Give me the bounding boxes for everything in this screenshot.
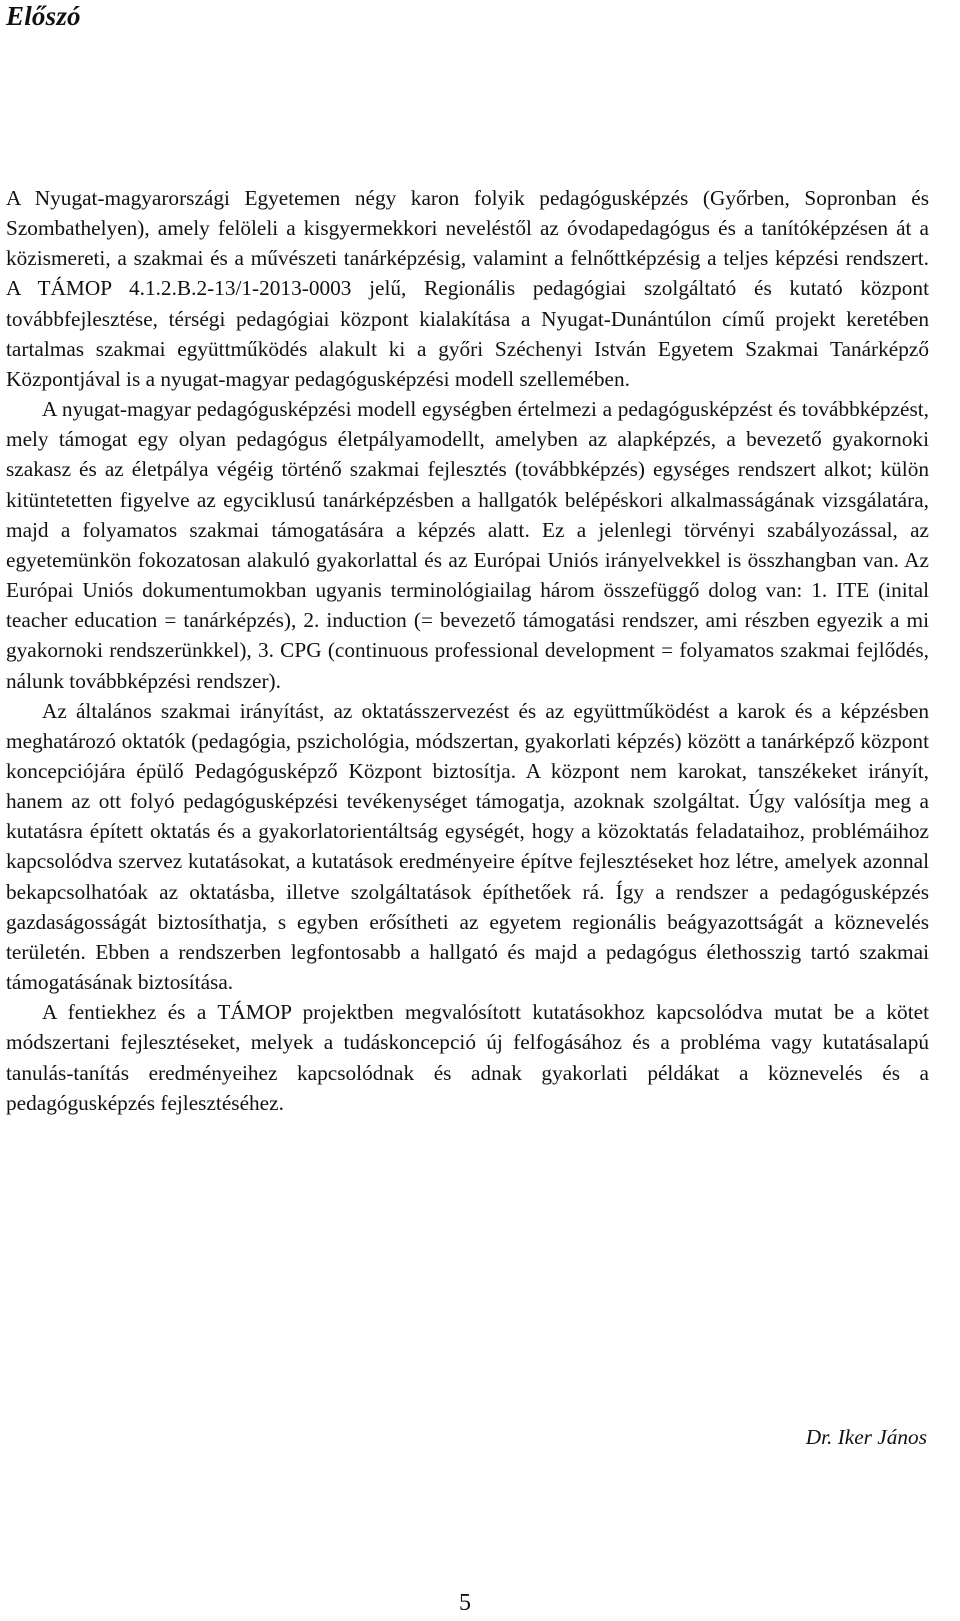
page-title: Előszó [6, 1, 81, 31]
body-text [6, 183, 929, 1118]
paragraph-3: Az általános szakmai irányítást, az oktatásszervezést és az együttműködést a karok és a képzésben meghatározó oktatók (pedagógia, pszichológia, módszertan, gyakorlati képzés) között a tanárképző központ koncepciójára épülő Pedagógusképző Központ biztosítja. A központ nem karokat, tanszékeket irányít, hanem az ott folyó pedagógusképzési tevékenységet támogatja, azoknak szolgáltat. Úgy valósítja meg a kutatásra épített oktatás és a gyakorlatorientáltság egységét, hogy a közoktatás feladataihoz, problémáihoz kapcsolódva szervez kutatásokat, a kutatások eredményeire építve fejlesztéseket hoz létre, amelyek azonnal bekapcsolhatóak az oktatásba, illetve szolgáltatások építhetőek rá. Így a rendszer a pedagógusképzés gazdaságosságát biztosíthatja, s egyben erősítheti az egyetem regionális beágyazottságát a köznevelés területén. Ebben a rendszerben legfontosabb a hallgató és majd a pedagógus élethosszig tartó szakmai támogatásának biztosítása. [6, 698, 929, 995]
page-number: 5 [459, 1590, 471, 1616]
author-signature: Dr. Iker János [805, 1425, 927, 1449]
paragraph-2: A nyugat-magyar pedagógusképzési modell egységben értelmezi a pedagógusképzést és továbbképzést, mely támogat egy olyan pedagógus életpályamodellt, amelyben az alapképzés, a bevezető gyakornoki szakasz és az életpálya végéig történő szakmai fejlesztés (továbbképzés) egységes rendszert alkot; külön kitüntetetten figyelve az egyciklusú tanárképzésben a hallgatók belépéskori alkalmasságának vizsgálatára, majd a folyamatos szakmai támogatására a képzés alatt. Ez a jelenlegi törvényi szabályozással, az egyetemünkön fokozatosan alakuló gyakorlattal és az Európai Uniós irányelvekkel is összhangban van. Az Európai Uniós dokumentumokban ugyanis terminológiailag három összefüggő dolog van: 1. ITE (inital teacher education = tanárképzés), 2. induction (= bevezető támogatási rendszer, ami részben egyezik a mi gyakornoki rendszerünkkel), 3. CPG (continuous professional development = folyamatos szakmai fejlődés, nálunk továbbképzési rendszer). [6, 397, 929, 693]
paragraph-4: A fentiekhez és a TÁMOP projektben megvalósított kutatásokhoz kapcsolódva mutat be a kötet módszertani fejlesztéseket, melyek a tudáskoncepció új felfogásához és a probléma vagy kutatásalapú tanulás-tanítás eredményeihez kapcsolódnak és adnak gyakorlati példákat a köznevelés és a pedagógusképzés fejlesztéséhez. [6, 1000, 929, 1115]
paragraph-1: A Nyugat-magyarországi Egyetemen négy karon folyik pedagógusképzés (Győrben, Sopronban és Szombathelyen), amely felöleli a kisgyermekkori neveléstől az óvodapedagógus és a tanítóképzésen át a közismereti, a szakmai és a művészeti tanárképzésig, valamint a felnőttképzésig a teljes képzési rendszert. A TÁMOP 4.1.2.B.2-13/1-2013-0003 jelű, Regionális pedagógiai szolgáltató és kutató központ továbbfejlesztése, térségi pedagógiai központ kialakítása a Nyugat-Dunántúlon című projekt keretében tartalmas szakmai együttműködés alakult ki a győri Széchenyi István Egyetem Szakmai Tanárképző Központjával is a nyugat-magyar pedagógusképzési modell szellemében. [6, 186, 929, 391]
